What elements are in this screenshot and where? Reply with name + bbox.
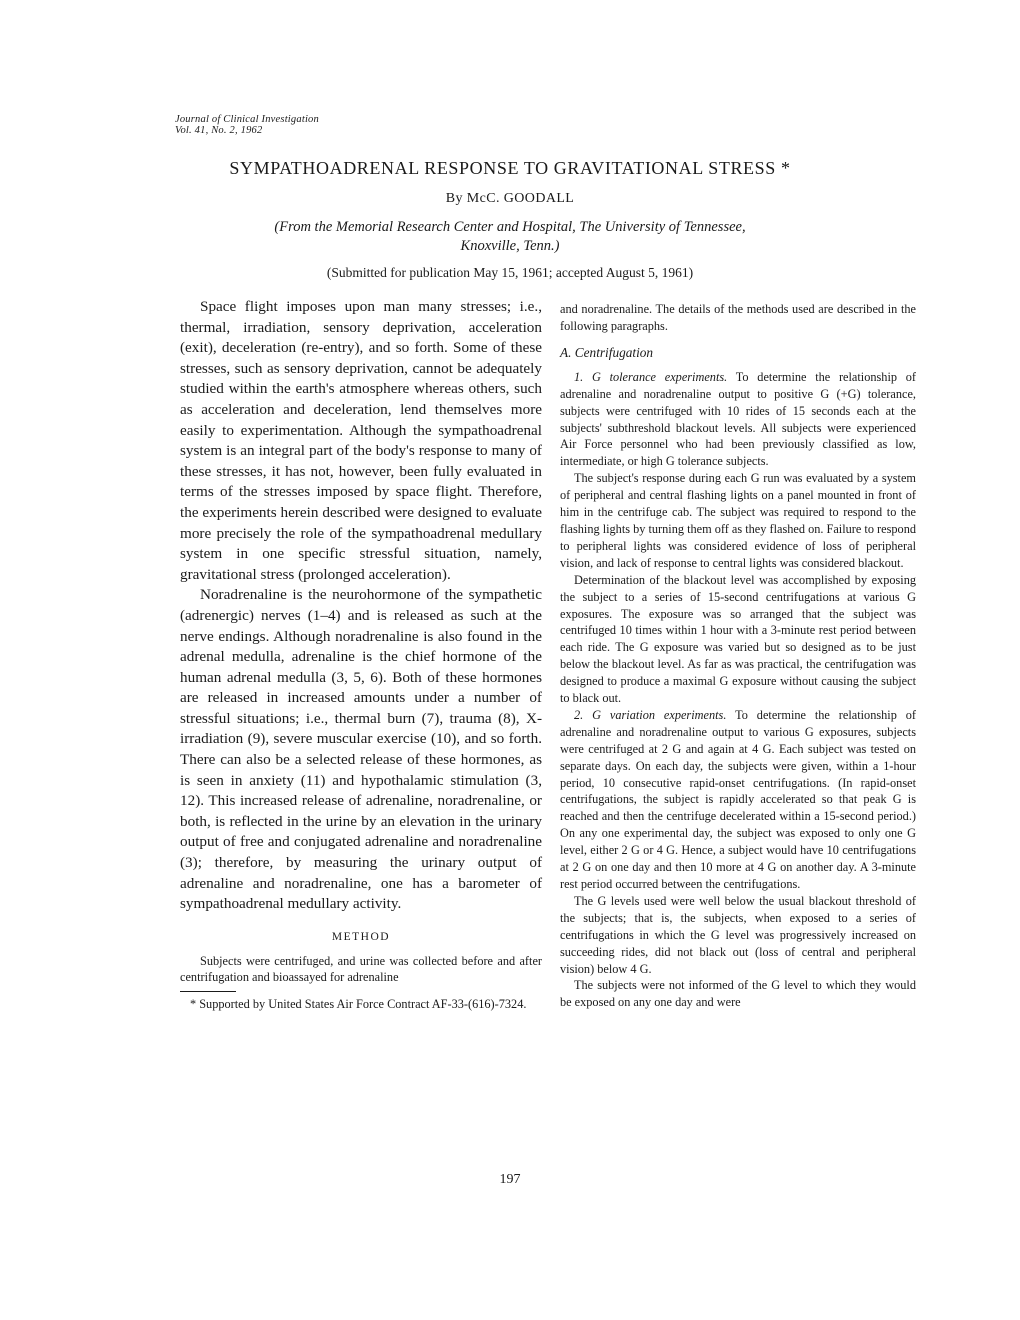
article-title: SYMPATHOADRENAL RESPONSE TO GRAVITATIONAL STRESS * — [229, 158, 791, 178]
journal-name: Journal of Clinical Investigation — [175, 114, 319, 125]
intro-body — [180, 297, 542, 915]
section-heading-centrifugation: A. Centrifugation — [560, 344, 654, 360]
footnote-rule — [180, 991, 236, 992]
g-levels-paragraph: The G levels used were well below the usual blackout threshold of the subjects; that is, the subjects, when exposed to a series of centrifugations in which the G level was progressively increased on succeeding rides, did not black out (loss of central and peripheral vision) below 4 G. — [560, 893, 916, 976]
g-variation-paragraph — [560, 707, 916, 893]
submission-dates: (Submitted for publication May 15, 1961; accepted August 5, 1961) — [326, 265, 694, 280]
method-continuation: and noradrenaline. The details of the methods used are described in the following paragraphs. — [560, 302, 916, 333]
affiliation-line-1: (From the Memorial Research Center and Hospital, The University of Tennessee, — [274, 219, 746, 235]
body-paragraph-1: Space flight imposes upon man many stresses; i.e., thermal, irradiation, sensory deprivation, acceleration (exit), deceleration (re-entry), and so forth. Some of these stresses, such as sensory deprivation, cannot be adequately studied within the earth's atmosphere whereas others, such as acceleration and deceleration, lend themselves more easily to experimentation. Although the sympathoadrenal system is an integral part of the body's response to many of these stresses, it has not, however, been fully evaluated in terms of the stresses imposed by space flight. Therefore, the experiments herein described were designed to evaluate more precisely the role of the sympathoadrenal medullary system in one specific stressful situation, namely, gravitational stress (prolonged acceleration). — [180, 298, 542, 583]
g-tolerance-heading: 1. G tolerance experiments. — [574, 369, 728, 384]
blackout-paragraph: Determination of the blackout level was accomplished by exposing the subject to a series of 15-second centrifugations at various G exposures. The exposure was so arranged that the subject was centrifuged 10 times within 1 hour with a 3-minute rest period between each ride. The G exposure was varied but so designed as to be just below the blackout level. As far as was practical, the centrifugation was designed to produce a maximal G exposure without causing the subject to black out. — [560, 572, 916, 706]
subjects-informed-paragraph: The subjects were not informed of the G level to which they would be exposed on any one day and were — [560, 978, 916, 1010]
g-variation-heading: 2. G variation experiments. — [574, 707, 727, 722]
page-number: 197 — [499, 1172, 521, 1187]
affiliation — [0, 218, 1020, 256]
response-paragraph: The subject's response during each G run was evaluated by a system of peripheral and central flashing lights on a panel mounted in front of him in the centrifuge cab. The subject was required to respond to the flashing lights by turning them off as they flashed on. Failure to respond to peripheral lights was considered evidence of loss of peripheral vision, and lack of response to central lights was considered blackout. — [560, 471, 916, 570]
affiliation-line-2: Knoxville, Tenn.) — [460, 238, 560, 254]
journal-citation — [175, 114, 319, 136]
body-paragraph-2: Noradrenaline is the neurohormone of the sympathetic (adrenergic) nerves (1–4) and is released as such at the nerve endings. Although noradrenaline is also found in the adrenal medulla, adrenaline is the chief hormone of the human adrenal medulla (3, 5, 6). Both of these hormones are released in increased amounts under a number of stressful situations; i.e., thermal burn (7), trauma (8), X-irradiation (9), severe muscular exercise (10), and so forth. There can also be a selected release of these hormones, as is seen in anxiety (11) and hypothalamic stimulation (3, 12). This increased release of adrenaline, noradrenaline, or both, is reflected in the urine by an elevation in the urinary output of free and conjugated adrenaline and noradrenaline (3); therefore, by measuring the urinary output of adrenaline and noradrenaline, one has a barometer of sympathoadrenal medullary activity. — [180, 586, 542, 913]
g-tolerance-paragraph — [560, 369, 916, 470]
method-paragraph: Subjects were centrifuged, and urine was collected before and after centrifugation and bioassayed for adrenaline — [180, 953, 542, 984]
right-column — [560, 301, 916, 1011]
method-heading: METHOD — [331, 930, 391, 943]
left-column — [180, 297, 542, 1012]
journal-volume: Vol. 41, No. 2, 1962 — [175, 125, 263, 136]
g-variation-text: To determine the relationship of adrenaline and noradrenaline output to various G exposures, subjects were centrifuged at 2 G and again at 4 G. Each subject was tested on separate days. On each day, the subjects were given, within a 1-hour period, 10 consecutive rapid-onset centrifugations. (In rapid-onset centrifugations, the subject is rapidly accelerated so that peak G is reached and then the centrifuge decelerated within a 15-second period.) On any one experimental day, the subject was exposed to only one G level, either 2 G or 4 G. Hence, a subject would have 10 centrifugations at 2 G on one day and then 10 more at 4 G on another day. A 3-minute rest period occurred between the centrifugations. — [560, 707, 917, 891]
author-byline: By McC. GOODALL — [445, 191, 575, 206]
footnote: * Supported by United States Air Force Contract AF-33-(616)-7324. — [190, 996, 527, 1011]
g-tolerance-text: To determine the relationship of adrenaline and noradrenaline output to positive G (+G) tolerance, subjects were centrifuged with 10 rides of 15 seconds each at the subjects' subthreshold blackout levels. All subjects were experienced Air Force personnel who had been previously classified as low, intermediate, or high G tolerance subjects. — [560, 369, 916, 469]
